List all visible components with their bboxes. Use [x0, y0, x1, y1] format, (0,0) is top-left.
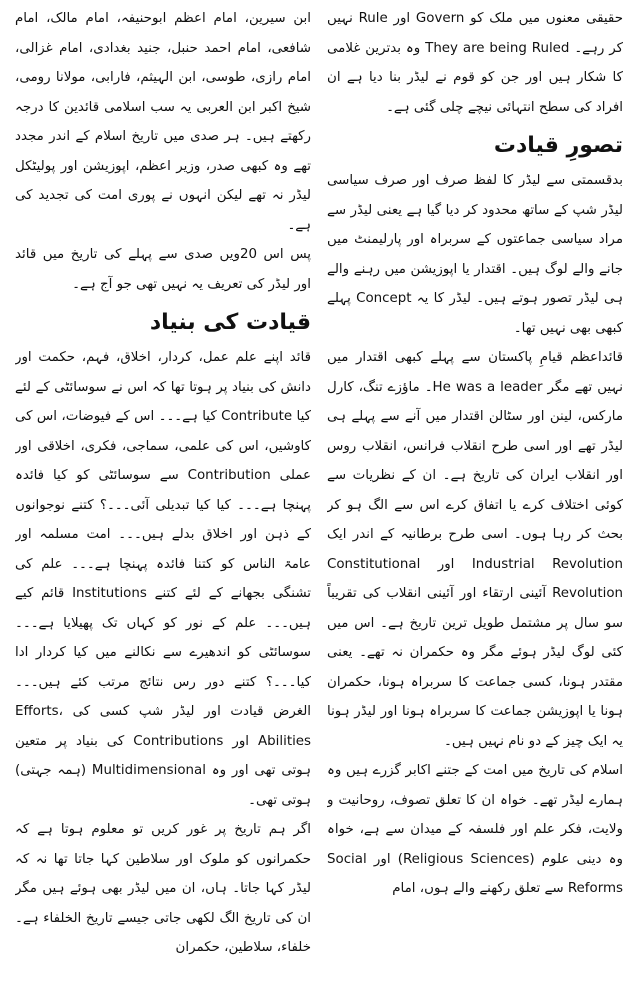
section-heading-concept-of-leadership	[327, 128, 623, 164]
left-column-intro: ابن سیرین، امام اعظم ابوحنیفہ، امام مالک، امام شافعی، امام احمد حنبل، جنید بغدادی، امام غزالی، امام رازی، طوسی، ابن الہیثم، فارابی، مولانا رومی، شیخ اکبر ابن العربی یہ سب اسلامی قائدین کا درجہ رکھتے ہیں۔ ہر صدی میں تاریخ اسلام کے اندر مجدد تھے وہ کبھی صدر، وزیر اعظم، اپوزیشن اور پولیٹکل لیڈر نہ تھے لیکن انہوں نے پوری امت کی تجدید کی ہے۔	[15, 11, 311, 233]
right-column-paragraph-3: اسلام کی تاریخ میں امت کے جتنے اکابر گزرے ہیں وہ ہمارے لیڈر تھے۔ خواہ ان کا تعلق تصوف، روحانیت و ولایت، فکر علم اور فلسفہ کے میدان سے ہے، خواہ وہ دینی علوم (Religious Sciences) اور Social Reforms سے تعلق رکھنے والے ہوں، امام	[327, 763, 623, 896]
right-column	[327, 4, 623, 986]
section-heading-basis-of-leadership	[15, 305, 311, 341]
right-column-paragraph-1: بدقسمتی سے لیڈر کا لفظ صرف اور صرف سیاسی لیڈر شپ کے ساتھ محدود کر دیا گیا ہے یعنی لیڈر سے مراد سیاسی جماعتوں کے سربراہ اور پارلیمنٹ میں جانے والے لوگ ہیں۔ اقتدار یا اپوزیشن میں رہنے والے ہی لیڈر تصور ہوتے ہیں۔ لیڈر کا یہ Concept پہلے کبھی بھی نہیں تھا۔	[327, 173, 623, 336]
heading-text: قیادت کی بنیاد	[149, 310, 311, 335]
left-column-paragraph-3: اگر ہم تاریخ پر غور کریں تو معلوم ہوتا ہے کہ حکمرانوں کو ملوک اور سلاطین کہا جاتا تھا نہ کہ لیڈر کہا جاتا۔ ہاں، ان میں لیڈر بھی ہوئے ہیں مگر ان کی تاریخ الگ لکھی جاتی جیسے تاریخ الخلفاء ہے۔ خلفاء، سلاطین، حکمران	[15, 822, 311, 955]
right-column-paragraph-2: قائداعظم قیامِ پاکستان سے پہلے کبھی اقتدار میں نہیں تھے مگر He was a leader۔ ماؤزے تنگ، کارل مارکس، لینن اور سٹالن اقتدار میں آنے سے پہلے ہی لیڈر تھے اور اسی طرح انقلاب فرانس، انقلاب روس اور انقلاب ایران کی تاریخ ہے۔ ان کے نظریات سے کوئی اختلاف کرے یا اتفاق کرے اس سے الگ ہو کر بحث کر رہا ہوں۔ اسی طرح برطانیہ کے اندر ایک Industrial Revolution اور Constitutional Revolution آئینی ارتقاء اور آئینی انقلاب کی تقریباً سو سال پر مشتمل طویل ترین تاریخ ہے۔ اس میں کئی لوگ لیڈر ہوئے مگر وہ حکمران نہ تھے۔ یعنی مقتدر ہونا، کسی جماعت کا سربراہ ہونا، حکمران ہونا یا اپوزیشن جماعت کا سربراہ ہونا اور لیڈر ہونا یہ ایک چیز کے دو نام نہیں ہیں۔	[327, 350, 623, 749]
left-column-paragraph-1: پس اس 20ویں صدی سے پہلے کی تاریخ میں قائد اور لیڈر کی تعریف یہ نہیں تھی جو آج ہے۔	[15, 247, 311, 292]
left-column	[15, 4, 311, 986]
left-column-paragraph-2: قائد اپنے علم عمل، کردار، اخلاق، فہم، حکمت اور دانش کی بنیاد پر ہوتا تھا کہ اس نے سوسائٹی کے لئے کیا Contribute کیا ہے۔۔۔ اس کے فیوضات، اس کی کاوشیں، اس کی علمی، سماجی، فکری، اخلاقی اور عملی Contribution سے سوسائٹی کو کیا فائدہ پہنچا ہے۔۔۔ کیا کیا تبدیلی آئی۔۔۔؟ کتنے نوجوانوں کے ذہن اور اخلاق بدلے ہیں۔۔۔ امت مسلمہ اور عامۃ الناس کو کتنا فائدہ پہنچا ہے۔۔۔ علم کی تشنگی بجھانے کے لئے کتنے Institutions قائم کیے ہیں۔۔۔ علم کے نور کو کہاں تک پھیلایا ہے۔۔۔ سوسائٹی کو اندھیرے سے نکالنے میں کیا کردار ادا کیا۔۔۔؟ کتنے دور رس نتائج مرتب کئے ہیں۔۔۔ الغرض قیادت اور لیڈر شپ کسی کی Efforts، Abilities اور Contributions کی بنیاد پر متعین ہوتی تھی اور وہ Multidimensional (ہمہ جہتی) ہوتی تھی۔	[15, 350, 311, 808]
heading-text: تصورِ قیادت	[493, 133, 623, 158]
right-column-intro: حقیقی معنوں میں ملک کو Govern اور Rule نہیں کر رہے۔ They are being Ruled وہ بدترین غلامی کا شکار ہیں اور جن کو قوم نے لیڈر بنا دیا ہے ان افراد کی سطح انتہائی نیچے چلی گئی ہے۔	[327, 11, 623, 115]
